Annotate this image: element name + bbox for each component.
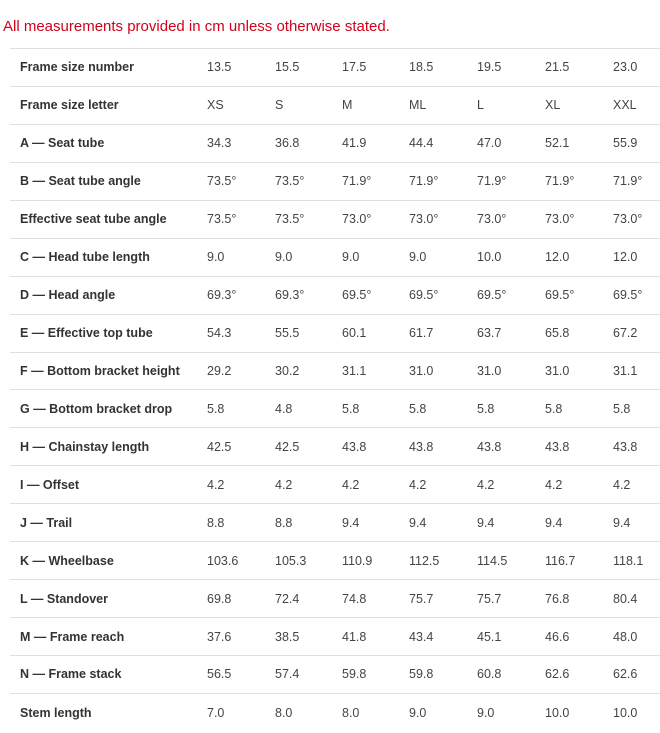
table-cell: 31.1 — [342, 352, 409, 390]
table-cell: 41.9 — [342, 124, 409, 162]
row-label: Stem length — [20, 705, 92, 720]
table-cell: 62.6 — [613, 656, 660, 694]
table-cell: 114.5 — [477, 542, 545, 580]
table-cell: 73.5° — [207, 200, 275, 238]
table-cell: 9.4 — [613, 504, 660, 542]
table-cell: 52.1 — [545, 124, 613, 162]
table-cell: 61.7 — [409, 314, 477, 352]
table-cell: 31.0 — [409, 352, 477, 390]
table-cell: 9.0 — [207, 238, 275, 276]
table-cell: 59.8 — [342, 656, 409, 694]
row-label: E — Effective top tube — [10, 314, 207, 352]
table-cell: 57.4 — [275, 656, 342, 694]
table-cell: 29.2 — [207, 352, 275, 390]
table-cell: 118.1 — [613, 542, 660, 580]
table-cell: 43.8 — [409, 428, 477, 466]
table-cell: 41.8 — [342, 618, 409, 656]
table-cell: 7.0 — [207, 705, 225, 720]
table-cell: 69.5° — [342, 276, 409, 314]
row-label: C — Head tube length — [10, 238, 207, 276]
table-row — [10, 276, 660, 314]
table-cell: 8.0 — [342, 705, 360, 720]
table-cell: 8.0 — [275, 705, 293, 720]
table-cell: 30.2 — [275, 352, 342, 390]
table-row — [10, 124, 660, 162]
row-label: F — Bottom bracket height — [10, 352, 207, 390]
table-cell: 5.8 — [477, 390, 545, 428]
table-cell: 54.3 — [207, 314, 275, 352]
table-row — [10, 162, 660, 200]
table-cell: 74.8 — [342, 580, 409, 618]
row-label: Frame size letter — [10, 86, 207, 124]
table-row — [10, 504, 660, 542]
table-cell: 46.6 — [545, 618, 613, 656]
table-cell: 71.9° — [477, 162, 545, 200]
table-cell: 62.6 — [545, 656, 613, 694]
table-cell: 5.8 — [545, 390, 613, 428]
table-cell: 59.8 — [409, 656, 477, 694]
table-cell: 44.4 — [409, 124, 477, 162]
table-cell: 112.5 — [409, 542, 477, 580]
table-cell: 73.0° — [613, 200, 660, 238]
table-cell: 13.5 — [207, 49, 275, 87]
table-cell: 43.8 — [613, 428, 660, 466]
table-cell: 55.5 — [275, 314, 342, 352]
table-cell: 103.6 — [207, 542, 275, 580]
table-cell: 69.3° — [207, 276, 275, 314]
table-row — [10, 466, 660, 504]
table-cell: 31.0 — [545, 352, 613, 390]
table-cell: 12.0 — [613, 238, 660, 276]
table-row — [10, 693, 660, 731]
table-cell: 9.0 — [275, 238, 342, 276]
table-cell: 71.9° — [409, 162, 477, 200]
table-cell: 69.5° — [409, 276, 477, 314]
table-cell: 9.0 — [409, 238, 477, 276]
table-cell: 19.5 — [477, 49, 545, 87]
table-row — [10, 352, 660, 390]
table-cell: 37.6 — [207, 618, 275, 656]
table-cell: 60.1 — [342, 314, 409, 352]
table-cell: 65.8 — [545, 314, 613, 352]
table-cell: 18.5 — [409, 49, 477, 87]
table-row — [10, 200, 660, 238]
table-cell: 4.8 — [275, 390, 342, 428]
table-cell: 75.7 — [477, 580, 545, 618]
table-cell: 43.8 — [545, 428, 613, 466]
table-cell: 43.4 — [409, 618, 477, 656]
row-label: L — Standover — [10, 580, 207, 618]
table-cell: L — [477, 86, 545, 124]
row-label: G — Bottom bracket drop — [10, 390, 207, 428]
table-cell: 8.8 — [207, 504, 275, 542]
table-cell: 9.0 — [342, 238, 409, 276]
table-cell: 71.9° — [613, 162, 660, 200]
table-cell: 4.2 — [409, 466, 477, 504]
table-cell: 48.0 — [613, 618, 660, 656]
table-cell: 5.8 — [613, 390, 660, 428]
table-cell: 69.8 — [207, 580, 275, 618]
table-cell: 4.2 — [207, 466, 275, 504]
row-label: A — Seat tube — [10, 124, 207, 162]
table-cell: S — [275, 86, 342, 124]
table-cell: 38.5 — [275, 618, 342, 656]
row-label: K — Wheelbase — [10, 542, 207, 580]
table-cell: 23.0 — [613, 49, 660, 87]
row-label: Effective seat tube angle — [10, 200, 207, 238]
table-row — [10, 580, 660, 618]
row-label: H — Chainstay length — [10, 428, 207, 466]
row-label: Frame size number — [10, 49, 207, 87]
geometry-table-body — [10, 49, 660, 732]
table-cell: 9.0 — [409, 705, 427, 720]
table-cell: 42.5 — [207, 428, 275, 466]
table-cell: 15.5 — [275, 49, 342, 87]
table-cell: 4.2 — [477, 466, 545, 504]
table-cell: 9.4 — [477, 504, 545, 542]
table-row — [10, 238, 660, 276]
table-cell: 71.9° — [342, 162, 409, 200]
table-row — [10, 314, 660, 352]
table-cell: 9.4 — [342, 504, 409, 542]
table-row — [10, 390, 660, 428]
table-cell: 69.3° — [275, 276, 342, 314]
table-cell: 4.2 — [342, 466, 409, 504]
row-label: D — Head angle — [10, 276, 207, 314]
table-cell: 17.5 — [342, 49, 409, 87]
table-cell: 76.8 — [545, 580, 613, 618]
table-cell: 73.0° — [477, 200, 545, 238]
table-cell: 116.7 — [545, 542, 613, 580]
table-row — [10, 618, 660, 656]
table-cell: XS — [207, 86, 275, 124]
table-cell: 67.2 — [613, 314, 660, 352]
table-cell: 5.8 — [207, 390, 275, 428]
table-cell: 12.0 — [545, 238, 613, 276]
row-label: N — Frame stack — [10, 656, 207, 694]
table-cell: 10.0 — [545, 705, 570, 720]
table-cell: 9.4 — [545, 504, 613, 542]
table-cell: 21.5 — [545, 49, 613, 87]
table-cell: 45.1 — [477, 618, 545, 656]
table-cell: 10.0 — [613, 705, 638, 720]
row-label: M — Frame reach — [10, 618, 207, 656]
geometry-table — [10, 48, 660, 731]
table-cell: ML — [409, 86, 477, 124]
table-cell: 63.7 — [477, 314, 545, 352]
table-cell: 31.0 — [477, 352, 545, 390]
table-cell: 10.0 — [477, 238, 545, 276]
row-label: B — Seat tube angle — [10, 162, 207, 200]
table-cell: 47.0 — [477, 124, 545, 162]
table-row — [10, 656, 660, 694]
table-cell: 31.1 — [613, 352, 660, 390]
table-row — [10, 49, 660, 87]
table-cell: 73.0° — [342, 200, 409, 238]
table-cell: 71.9° — [545, 162, 613, 200]
row-label: J — Trail — [10, 504, 207, 542]
table-cell: M — [342, 86, 409, 124]
table-cell: 72.4 — [275, 580, 342, 618]
table-cell: 73.5° — [207, 162, 275, 200]
table-cell: 60.8 — [477, 656, 545, 694]
table-cell: 80.4 — [613, 580, 660, 618]
table-cell: 4.2 — [275, 466, 342, 504]
table-cell: 5.8 — [342, 390, 409, 428]
table-cell: 69.5° — [477, 276, 545, 314]
table-cell: 73.0° — [409, 200, 477, 238]
table-cell: 34.3 — [207, 124, 275, 162]
table-cell: 42.5 — [275, 428, 342, 466]
table-cell: 43.8 — [477, 428, 545, 466]
table-cell: 56.5 — [207, 656, 275, 694]
table-cell: XL — [545, 86, 613, 124]
table-cell: 55.9 — [613, 124, 660, 162]
table-cell: 73.5° — [275, 200, 342, 238]
table-row — [10, 542, 660, 580]
table-cell: XXL — [613, 86, 660, 124]
table-cell: 73.5° — [275, 162, 342, 200]
table-row — [10, 428, 660, 466]
table-row — [10, 86, 660, 124]
table-cell: 4.2 — [545, 466, 613, 504]
table-cell: 8.8 — [275, 504, 342, 542]
measurement-note: All measurements provided in cm unless otherwise stated. — [3, 18, 390, 35]
table-cell: 9.0 — [477, 705, 495, 720]
table-cell: 69.5° — [545, 276, 613, 314]
table-cell: 43.8 — [342, 428, 409, 466]
table-cell: 9.4 — [409, 504, 477, 542]
table-cell: 110.9 — [342, 542, 409, 580]
table-cell: 69.5° — [613, 276, 660, 314]
table-cell: 73.0° — [545, 200, 613, 238]
table-cell: 5.8 — [409, 390, 477, 428]
table-cell: 105.3 — [275, 542, 342, 580]
row-label: I — Offset — [10, 466, 207, 504]
table-cell: 36.8 — [275, 124, 342, 162]
table-cell: 4.2 — [613, 466, 660, 504]
table-cell: 75.7 — [409, 580, 477, 618]
